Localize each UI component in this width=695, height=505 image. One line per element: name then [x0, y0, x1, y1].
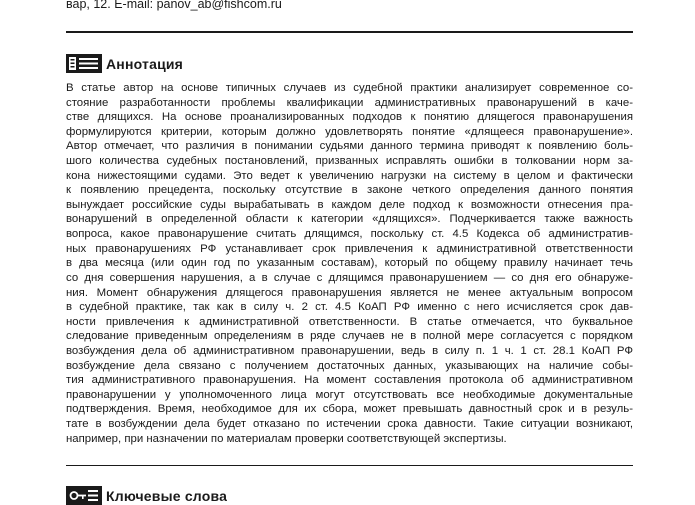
abstract-text	[66, 81, 633, 446]
abstract-line: вынуждает российские суды вырабатывать в каждом деле подход к возможности отнесения пра-	[66, 198, 633, 211]
abstract-line: следование приведенным определениям в ряде случаев не в полной мере согласуется с порядком	[66, 330, 633, 343]
abstract-line: стояние разработанности проблемы квалификации административных правонарушений в каче-	[66, 96, 633, 109]
divider-top	[66, 31, 633, 33]
document-lines-icon	[66, 54, 102, 73]
abstract-line: стве длящихся. На основе проанализированных подходов к понятию длящегося правонарушения	[66, 111, 633, 124]
abstract-line: возбуждение дела связано с получением достаточных данных, указывающих на наличие собы-	[66, 359, 633, 372]
abstract-line: кона нижестоящими судами. Это ведет к увеличению нагрузки на систему в целом и фактически	[66, 169, 633, 182]
abstract-line: вопроса, какое правонарушение считать длящимся, поскольку ст. 4.5 Кодекса об административ-	[66, 228, 633, 241]
abstract-line: ных правонарушениях РФ устанавливает срок привлечения к административной ответственности	[66, 242, 633, 255]
annotation-header	[66, 54, 183, 73]
author-contact: вар, 12. E-mail: panov_ab@fishcom.ru	[66, 0, 282, 11]
abstract-line: в судебной практике, так как в силу ч. 2 ст. 4.5 КоАП РФ именно с него исчисляется срок дав-	[66, 301, 633, 314]
annotation-title: Аннотация	[106, 55, 184, 72]
abstract-line: в два месяца (или один год по указанным составам), который по общему правилу начинает течь	[66, 257, 633, 270]
abstract-line: тия административного правонарушения. На момент составления протокола об административном	[66, 374, 633, 387]
abstract-line: формулируются критерии, которым должно удовлетворять понятие «длящееся правонарушение».	[66, 125, 633, 138]
abstract-line: вонарушений в определенной области к категории «длящихся». Подчеркивается также важность	[66, 213, 633, 226]
abstract-line: со дня совершения нарушения, а в случае с длящимся правонарушением — со дня его обнаруже-	[66, 271, 633, 284]
abstract-line: шого количества судебных постановлений, призванных исправлять ошибки в толковании норм за-	[66, 155, 633, 168]
keywords-title: Ключевые слова	[106, 487, 228, 504]
abstract-line: подтверждения. Время, необходимое для их сбора, может превышать давностный срок и в резуль-	[66, 403, 633, 416]
abstract-line: Автор отмечает, что различия в понимании судьями данного термина приводят к появлению боль-	[66, 140, 633, 153]
divider-bottom	[66, 465, 633, 466]
abstract-line: правонарушении у уполномоченного лица могут отсутствовать все необходимые документальные	[66, 388, 633, 401]
abstract-line: возбуждения дела об административном правонарушении, ведь в силу п. 1 ч. 1 ст. 28.1 КоАП РФ	[66, 344, 633, 357]
abstract-line: В статье автор на основе типичных случаев из судебной практики анализирует современное со-	[66, 82, 633, 94]
abstract-line: тате в возбуждении дела будет отказано по истечении срока давности. Такие ситуации возникают,	[66, 418, 633, 431]
abstract-line: например, при назначении по материалам проверки соответствующей экспертизы.	[66, 432, 507, 445]
keywords-header	[66, 486, 227, 505]
abstract-line: ния. Момент обнаружения длящегося правонарушения является не менее актуальным вопросом	[66, 286, 633, 299]
key-document-icon	[66, 486, 102, 505]
abstract-line: ности привлечения к административной ответственности. В статье отмечается, что буквальное	[66, 315, 633, 328]
abstract-line: к появлению прецедента, поскольку отсутствие в законе четкого определения данного понятия	[66, 184, 633, 197]
